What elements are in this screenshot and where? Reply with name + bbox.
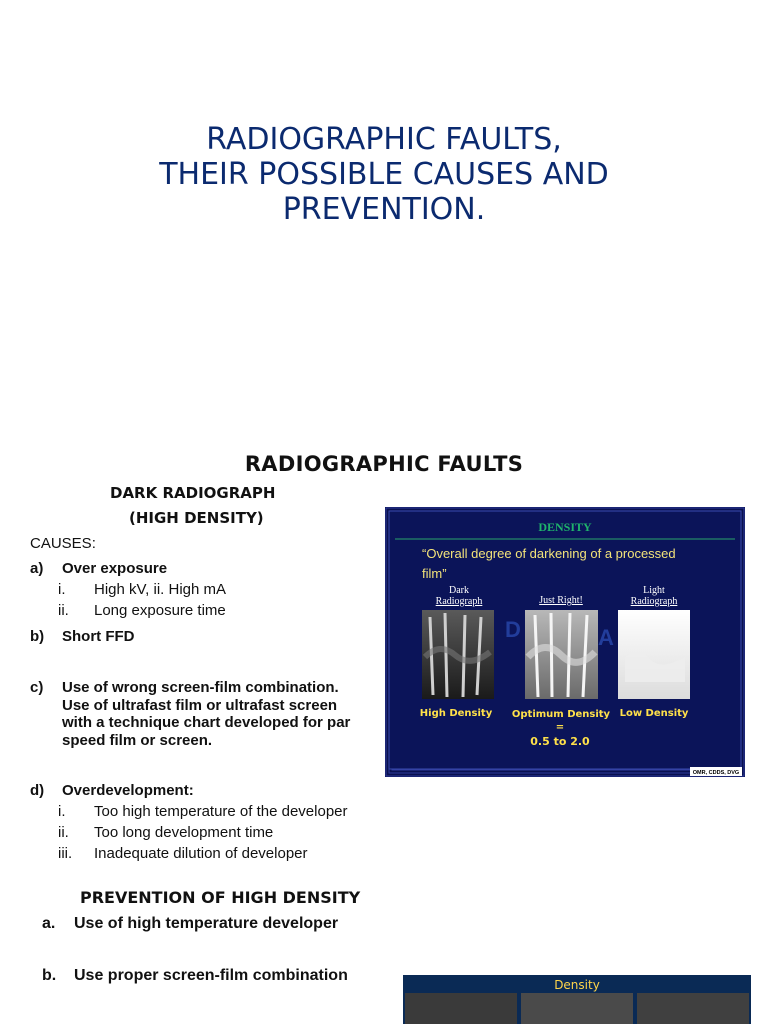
cause-a-sub1-marker: i. [58,581,66,598]
cause-c-line3: with a technique chart developed for par [62,714,351,731]
prevention-a-marker: a. [42,915,56,932]
cause-c-line4: speed film or screen. [62,731,213,749]
xray-optimum [525,610,598,699]
cause-d-sub2-marker: ii. [58,824,69,841]
density-image-2 [403,975,751,1024]
causes-label [30,535,96,553]
col-dark-2: Radiograph [435,596,483,607]
density-heading: DENSITY [538,520,592,534]
density2-heading: Density [554,978,600,992]
slide2-title: RADIOGRAPHIC FAULTS [244,452,524,476]
label-high-density: High Density [419,708,493,719]
cause-d-text: Overdevelopment: [62,782,194,799]
prevention-title: PREVENTION OF HIGH DENSITY [80,888,361,907]
density-image-2-svg [403,975,751,1024]
slide1-title-line3: PREVENTION. [282,192,486,227]
cause-d-sub3-text: Inadequate dilution of developer [94,845,308,862]
label-range: 0.5 to 2.0 [530,735,590,748]
cause-d-sub1-text: Too high temperature of the developer [94,803,348,820]
density-slide-svg [385,507,745,777]
cause-a-sub2-marker: ii. [58,602,69,619]
definition-line1: “Overall degree of darkening of a processed [422,546,676,561]
cause-b-marker: b) [30,628,45,645]
slide1-title-line1: RADIOGRAPHIC FAULTS, [206,122,562,157]
col-mid: Just Right! [539,595,583,606]
cause-b-text: Short FFD [62,628,135,645]
prevention-b-marker: b. [42,967,57,984]
density2-thumb-2 [521,993,633,1024]
subtitle-high-density: (HIGH DENSITY) [129,509,264,527]
col-light-1: Light [643,585,665,596]
watermark-right: A [598,625,614,650]
prevention-b-text: Use proper screen-film combination [74,967,348,984]
cause-c-marker: c) [30,679,44,696]
cause-a-text: Over exposure [62,560,168,577]
col-dark-1: Dark [449,585,469,596]
watermark-left: D [505,617,521,642]
causes-colon: : [91,535,96,552]
prevention-a-text: Use of high temperature developer [74,915,339,932]
cause-c-line2: Use of ultrafast film or ultrafast screen [62,696,338,714]
cause-a-marker: a) [30,560,44,577]
slide1-title [0,122,768,227]
label-equals: = [555,722,565,733]
cause-c-text [62,679,382,749]
cause-d-marker: d) [30,782,45,799]
cause-c-line1: Use of wrong screen-film combination. [62,679,339,696]
label-optimum-density: Optimum Density [511,709,611,720]
cause-d-sub3-marker: iii. [58,845,73,862]
xray-light [618,610,690,699]
slide1-title-line2: THEIR POSSIBLE CAUSES AND [159,157,609,192]
subtitle-dark-radiograph: DARK RADIOGRAPH [110,484,276,502]
density2-thumb-1 [405,993,517,1024]
cause-d-sub1-marker: i. [58,803,66,820]
cause-d-sub2-text: Too long development time [94,824,274,841]
col-light-2: Radiograph [630,596,678,607]
credit-text: OMR, CDDS, DVG [692,770,740,776]
cause-a-sub1-text: High kV, ii. High mA [94,581,226,598]
definition-line2: film” [422,566,447,581]
causes-label-text: CAUSES [30,535,92,552]
label-low-density: Low Density [619,708,689,719]
cause-a-sub2-text: Long exposure time [94,602,226,619]
density-slide-image [385,507,745,777]
density2-thumb-3 [637,993,749,1024]
xray-dark [422,610,494,699]
